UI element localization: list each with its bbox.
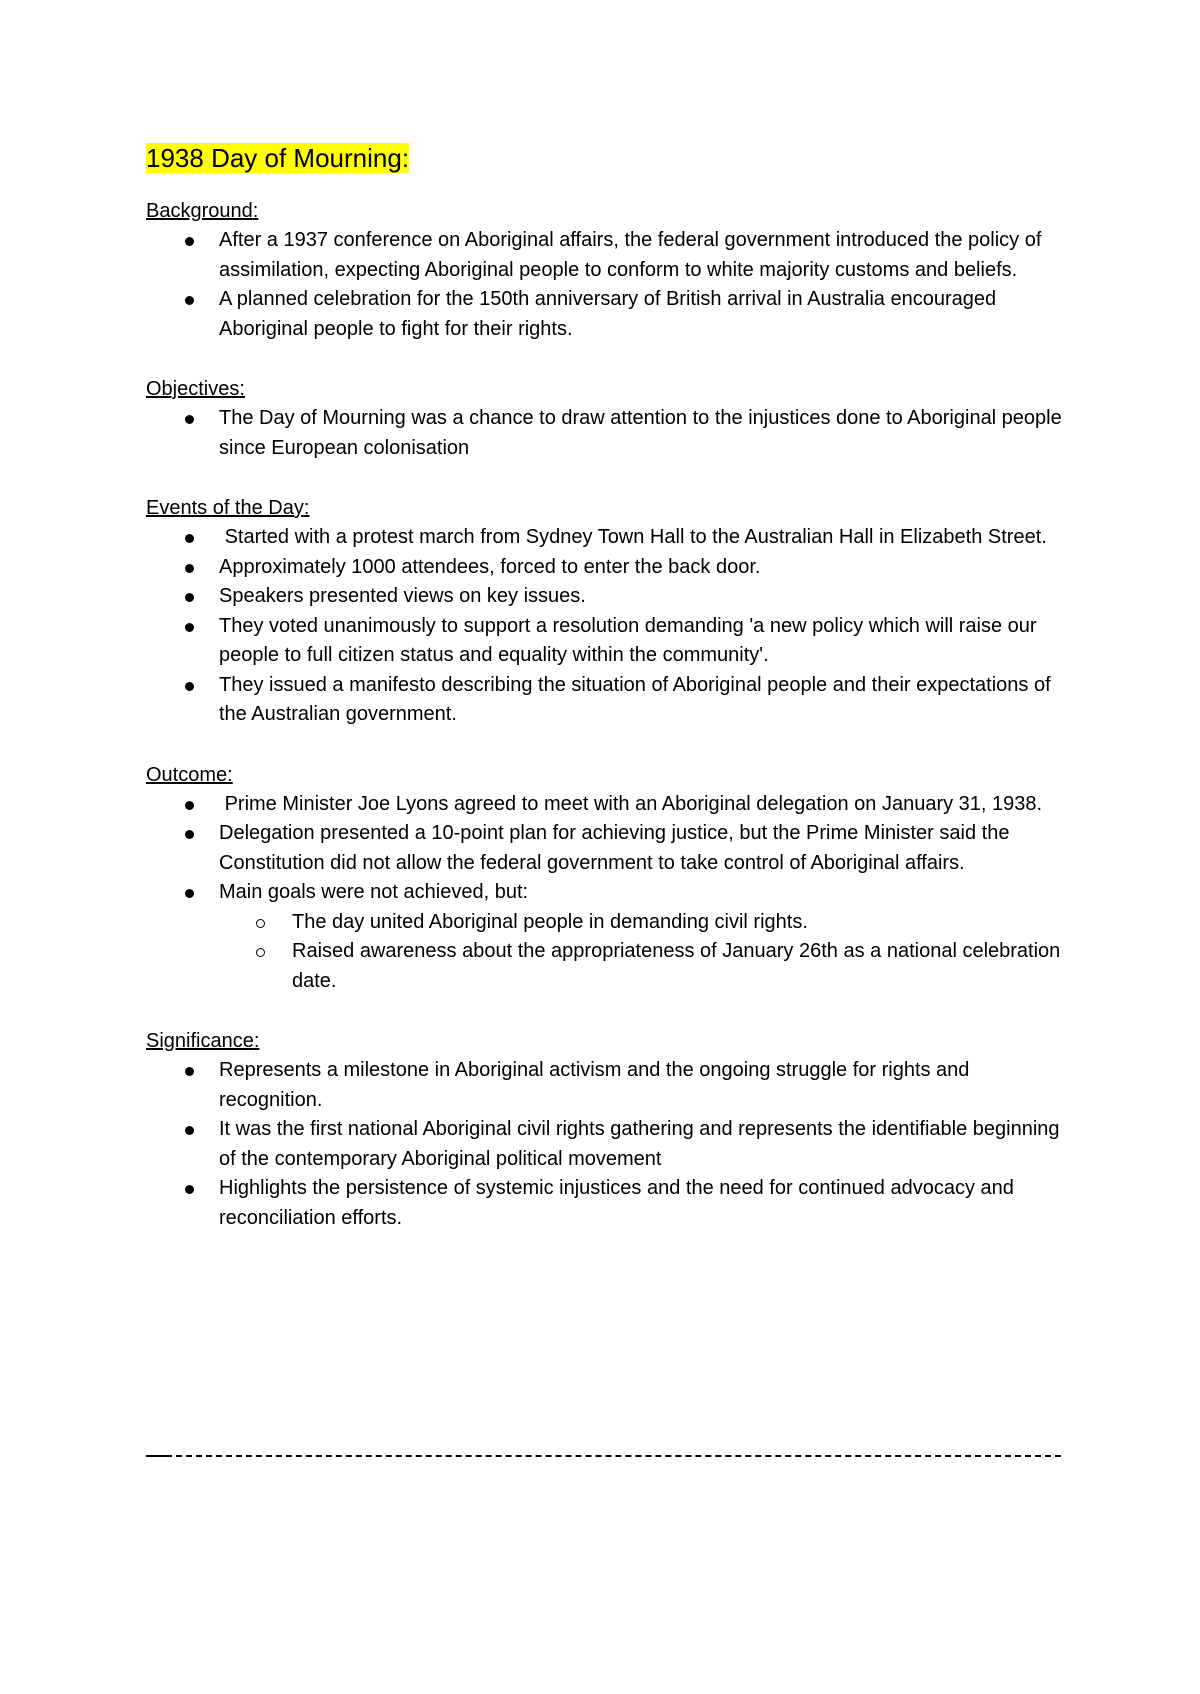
list-item: Highlights the persistence of systemic injustices and the need for continued advocacy and reconciliation efforts. (146, 1174, 1066, 1233)
bullet-list (146, 226, 1066, 344)
list-item: A planned celebration for the 150th anniversary of British arrival in Australia encouraged Aboriginal people to fight for their rights. (146, 285, 1066, 344)
bullet-icon (185, 415, 194, 424)
dashed-divider (146, 1455, 1061, 1457)
bullet-icon (185, 1126, 194, 1135)
list-item: It was the first national Aboriginal civil rights gathering and represents the identifiable beginning of the contemporary Aboriginal political movement (146, 1115, 1066, 1174)
document-page (146, 140, 1066, 1263)
bullet-icon (185, 593, 194, 602)
list-item: Main goals were not achieved, but: The day united Aboriginal people in demanding civil rights. Raised awareness about the appropriateness of January 26th as a national celebration date. (146, 878, 1066, 996)
bullet-icon (185, 830, 194, 839)
bullet-icon (185, 801, 194, 810)
list-item: Prime Minister Joe Lyons agreed to meet with an Aboriginal delegation on January 31, 1938. (146, 790, 1066, 820)
sub-bullet-list (146, 908, 1066, 997)
list-item: After a 1937 conference on Aboriginal affairs, the federal government introduced the policy of assimilation, expecting Aboriginal people to conform to white majority customs and beliefs. (146, 226, 1066, 285)
list-item: They voted unanimously to support a resolution demanding 'a new policy which will raise our people to full citizen status and equality within the community'. (146, 612, 1066, 671)
section-background (146, 196, 1066, 344)
list-item: Approximately 1000 attendees, forced to enter the back door. (146, 553, 1066, 583)
section-objectives (146, 374, 1066, 463)
sub-list-item: Raised awareness about the appropriateness of January 26th as a national celebration date. (146, 937, 1066, 996)
sub-list-item: The day united Aboriginal people in demanding civil rights. (146, 908, 1066, 938)
list-item: Speakers presented views on key issues. (146, 582, 1066, 612)
bullet-icon (185, 682, 194, 691)
section-heading: Background: (146, 200, 259, 222)
bullet-icon (185, 564, 194, 573)
document-title (146, 140, 1066, 176)
title-highlight: 1938 Day of Mourning: (146, 143, 410, 173)
list-item: Started with a protest march from Sydney Town Hall to the Australian Hall in Elizabeth Street. (146, 523, 1066, 553)
bullet-icon (185, 534, 194, 543)
bullet-icon (185, 296, 194, 305)
sub-bullet-icon (256, 948, 265, 957)
list-item: Represents a milestone in Aboriginal activism and the ongoing struggle for rights and recognition. (146, 1056, 1066, 1115)
section-events (146, 493, 1066, 730)
bullet-icon (185, 237, 194, 246)
section-outcome (146, 760, 1066, 997)
section-heading: Events of the Day: (146, 497, 310, 519)
sub-bullet-icon (256, 919, 265, 928)
bullet-list (146, 1056, 1066, 1233)
bullet-list (146, 523, 1066, 730)
bullet-icon (185, 1067, 194, 1076)
list-item: The Day of Mourning was a chance to draw attention to the injustices done to Aboriginal people since European colonisation (146, 404, 1066, 463)
section-significance (146, 1026, 1066, 1233)
section-heading: Objectives: (146, 378, 245, 400)
bullet-icon (185, 623, 194, 632)
section-heading: Significance: (146, 1030, 260, 1052)
bullet-icon (185, 1185, 194, 1194)
list-item: They issued a manifesto describing the situation of Aboriginal people and their expectations of the Australian government. (146, 671, 1066, 730)
bullet-list (146, 790, 1066, 997)
bullet-icon (185, 889, 194, 898)
bullet-list (146, 404, 1066, 463)
divider-lead (146, 1455, 168, 1457)
section-heading: Outcome: (146, 763, 233, 786)
list-item: Delegation presented a 10-point plan for achieving justice, but the Prime Minister said the Constitution did not allow the federal government to take control of Aboriginal affairs. (146, 819, 1066, 878)
